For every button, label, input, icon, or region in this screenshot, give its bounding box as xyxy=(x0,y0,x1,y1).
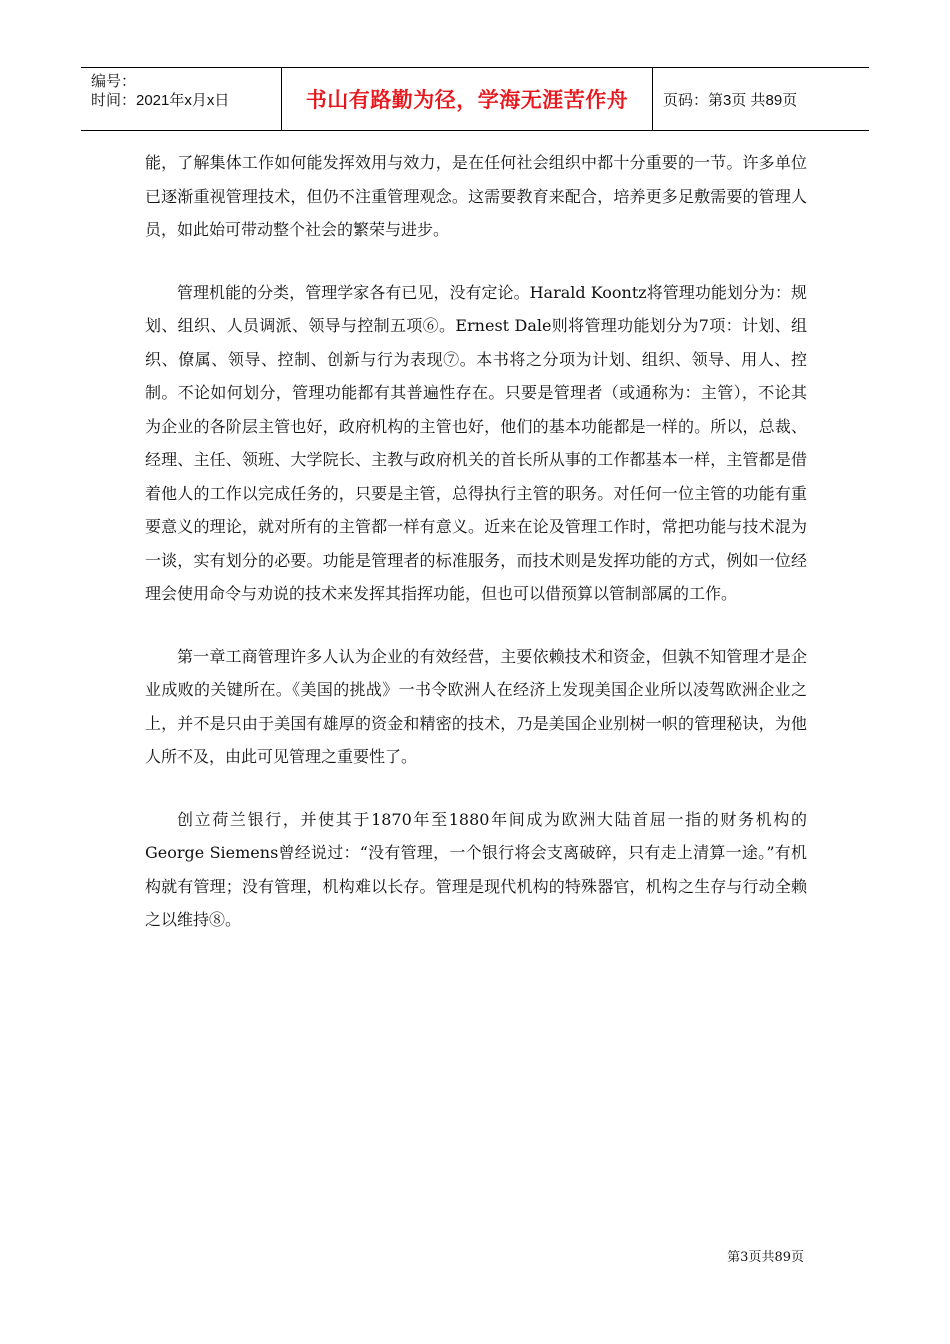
page-header xyxy=(81,67,869,131)
paragraph: 第一章工商管理许多人认为企业的有效经营，主要依赖技术和资金，但孰不知管理才是企业成败的关键所在。《美国的挑战》一书令欧洲人在经济上发现美国企业所以凌驾欧洲企业之上，并不是只由于美国有雄厚的资金和精密的技术，乃是美国企业别树一帜的管理秘诀，为他人所不及，由此可见管理之重要性了。 xyxy=(145,646,807,766)
paragraph: 创立荷兰银行，并使其于1870年至1880年间成为欧洲大陆首屈一指的财务机构的George Siemens曾经说过：“没有管理，一个银行将会支离破碎，只有走上清算一途。”有机构就有管理；没有管理，机构难以长存。管理是现代机构的特殊器官，机构之生存与行动全赖之以维持⑧。 xyxy=(145,809,807,929)
page-footer: 第3页共89页 xyxy=(727,1250,804,1265)
paragraph: 管理机能的分类，管理学家各有已见，没有定论。Harald Koontz将管理功能划分为：规划、组织、人员调派、领导与控制五项⑥。Ernest Dale则将管理功能划分为7项：计划、组织、僚属、领导、控制、创新与行为表现⑦。本书将之分项为计划、组织、领导、用人、控制。不论如何划分，管理功能都有其普遍性存在。只要是管理者（或通称为：主管），不论其为企业的各阶层主管也好，政府机构的主管也好，他们的基本功能都是一样的。所以，总裁、经理、主任、领班、大学院长、主教与政府机关的首长所从事的工作都基本一样，主管都是借着他人的工作以完成任务的，只要是主管，总得执行主管的职务。对任何一位主管的功能有重要意义的理论，就对所有的主管都一样有意义。近来在论及管理工作时，常把功能与技术混为一谈，实有划分的必要。功能是管理者的标准服务，而技术则是发挥功能的方式，例如一位经理会使用命令与劝说的技术来发挥其指挥功能，但也可以借预算以管制部属的工作。 xyxy=(145,282,807,603)
paragraph: 能，了解集体工作如何能发挥效用与效力，是在任何社会组织中都十分重要的一节。许多单位已逐渐重视管理技术，但仍不注重管理观念。这需要教育来配合，培养更多足敷需要的管理人员，如此始可带动整个社会的繁荣与进步。 xyxy=(145,153,807,239)
header-meta xyxy=(81,68,282,130)
document-body xyxy=(145,146,807,966)
document-time: 时间：2021年x月x日 xyxy=(91,92,230,109)
header-motto: 书山有路勤为径，学海无涯苦作舟 xyxy=(282,68,653,130)
document-number: 编号： xyxy=(91,73,137,90)
header-page-number: 页码：第3页 共89页 xyxy=(663,91,798,109)
